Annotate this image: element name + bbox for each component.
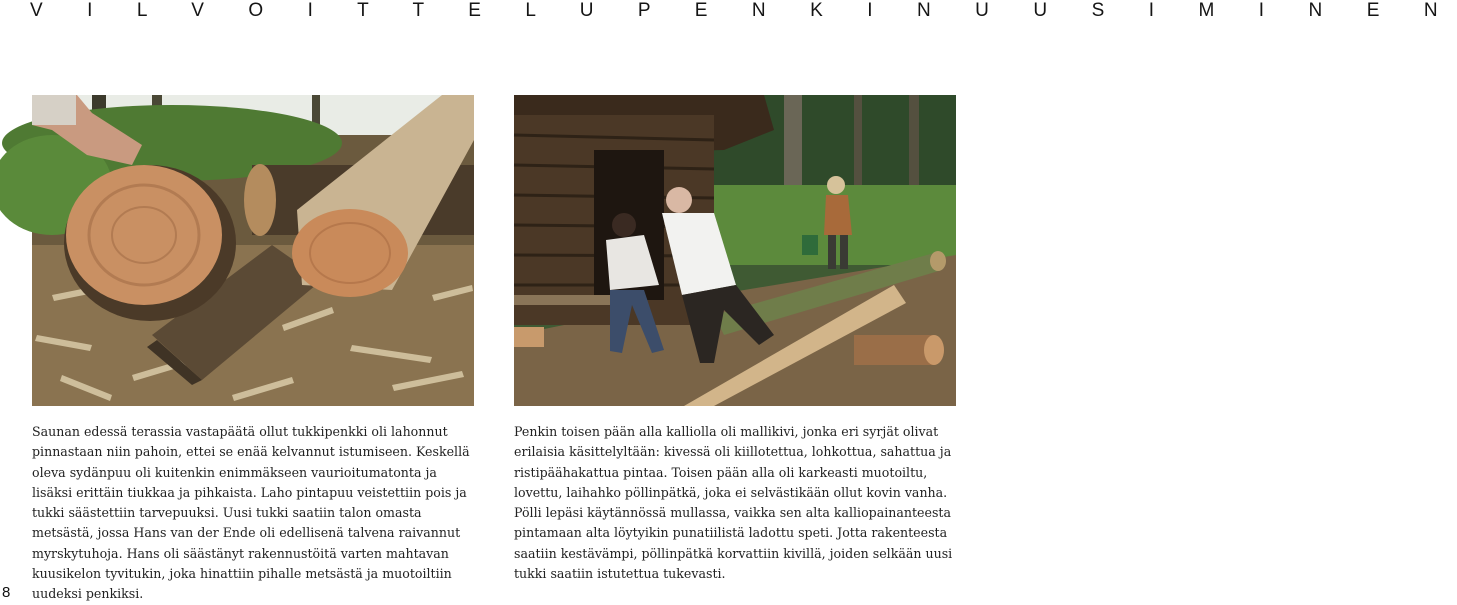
page-number: 8	[2, 584, 11, 601]
photo-cut-logs	[32, 95, 474, 406]
page-title: V I L V O I T T E L U P E N K I N U U S I M I N E N	[30, 0, 1457, 21]
caption-right: Penkin toisen pään alla kalliolla oli mallikivi, jonka eri syrjät olivat erilaisia käsittelyltään: kivessä oli kiillotettua, lohkottua, sahattua ja ristipäähakattua pintaa. Toisen pään alla oli karkeasti muotoiltu, lovettu, laihahko pöllinpätkä, joka ei selvästikään ollut kovin vanha. Pölli lepäsi käytännössä mullassa, vaikka sen alta kalliopainanteesta pintamaan alta löytyikin punatiilistä ladottu speti. Jotta rakenteesta saatiin kestävämpi, pöllinpätkä korvattiin kivillä, joiden selkään uusi tukki saatiin istutettua tukevasti.	[514, 424, 953, 582]
photo-moving-log	[514, 95, 956, 406]
caption-left: Saunan edessä terassia vastapäätä ollut tukkipenkki oli lahonnut pinnastaan niin pahoin, ettei se enää kelvannut istumiseen. Keskellä oleva sydänpuu oli kuitenkin enimmäkseen vaurioitumatonta ja lisäksi erittäin tiukkaa ja pihkaista. Laho pintapuu veistettiin pois ja tukki säästettiin tarvepuuksi. Uusi tukki saatiin talon omasta metsästä, jossa Hans van der Ende oli edellisenä talvena raivannut myrskytuhoja. Hans oli säästänyt rakennustöitä varten mahtavan kuusikelon tyvitukin, joka hinattiin pihalle metsästä ja muotoiltiin uudeksi penkiksi.	[32, 424, 470, 602]
